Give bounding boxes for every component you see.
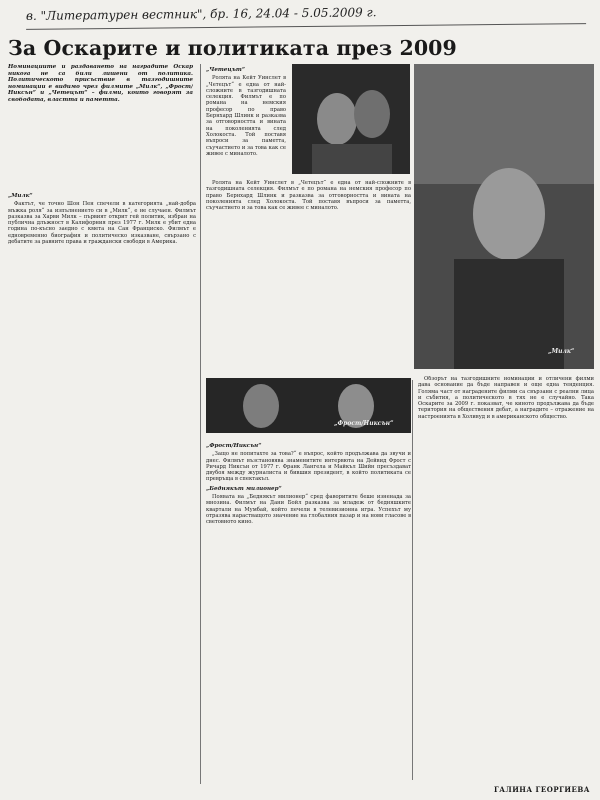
caption-milk: „Милк“ [548,348,575,355]
masthead-note: в. "Литературен вестник", бр. 16, 24.04 - 5.05.2009 г. [26,3,586,30]
section-text-reader: Ролята на Кейт Уинслет в „Четецът“ е една от най-сложните в тазгодишната селекция. Филмът е по романа на немския професор по право Бернхард Шлинк и разказва за отговорността и вината на поколенията след Холокоста. Той поставя въпроси за паметта, съучастието и за това как се живее с миналото. [206,75,286,157]
headline: За Оскарите и политиката през 2009 [8,36,457,60]
right-column [418,376,594,771]
section-text-milk: Фактът, че точно Шон Пен спечели в категорията „най-добра мъжка роля“ за изпълнението си в „Милк“, е не случаен. Филмът разказва за Харви Милк – първият открит гей политик, избран на публична длъжност в Калифорния през 1977 г. Милк е убит една година по-късно заедно с кмета на Сан Франциско. Филмът е едновременно биография и политическо изказване, свързано с дебатите за равните права и граждански свободи в Америка. [8,201,196,246]
reader-continued: Ролята на Кейт Уинслет в „Четецът“ е една от най-сложните в тазгодишната селекция. Филмът е по романа на немския професор по право Бернхард Шлинк и разказва за отговорността и вината на поколенията след Холокоста. Той поставя въпроси за паметта, съучастието и за това как се живее с миналото. [206,180,411,212]
right-column-text: Обзорът на тазгодишните номинации и отличени филми дава основание да бъде направен и още една тенденция. Голяма част от наградените филми са свързани с реални лица и събития, а политическото в тях не е случайно. Така Оскарите за 2009 г. показват, че киното продължава да бъде територия на обществения дебат, а наградите – отражение на настроенията в Холивуд и в американското общество. [418,376,594,420]
section-heading-frost: „Фрост/Никсън“ [206,443,262,449]
column-divider [200,64,201,784]
column-divider-right [412,380,413,780]
middle-column-lower [206,440,411,780]
section-heading-slumdog: „Беднякът милионер“ [206,485,282,492]
lede-text: Номинациите и раздаването на наградите Оскар никога не са били лишени от политика. Политическото присъствие в тазгодишните номинации е видимо чрез филмите „Милк“, „Фрост/Никсън“ и „Четецът“ – филми, които говорят за свободата, властта и паметта. [8,64,193,103]
caption-frost-nixon: „Фрост/Никсън“ [334,420,394,427]
section-heading-milk: „Милк“ [8,193,33,199]
section-text-slumdog: Появата на „Беднякът милионер“ сред фаворитите беше изненада за мнозина. Филмът на Дани Бойл разказва за младеж от бедняшките квартали на Мумбай, който печели в телевизионна игра. Успехът му отразява нарастващото значение на глобалния пазар и на нови гласове в световното кино. [206,494,411,526]
photo-the-reader [292,64,410,174]
middle-column-top [206,64,286,194]
photo-milk [414,64,594,369]
middle-column-body [206,180,411,370]
section-heading-reader: „Четецът“ [206,67,246,73]
left-column [8,190,196,780]
section-text-frost: „Защо не попитахте за това?“ е въпрос, който продължава да звучи и днес. Филмът възстановява знаменитите интервюта на Дейвид Фрост с Ричард Никсън от 1977 г. Франк Лангела и Майкъл Шийн пресъздават двубоя между журналиста и бившия президент, в който политиката се превръща в спектакъл. [206,451,411,483]
byline: ГАЛИНА ГЕОРГИЕВА [493,785,590,794]
